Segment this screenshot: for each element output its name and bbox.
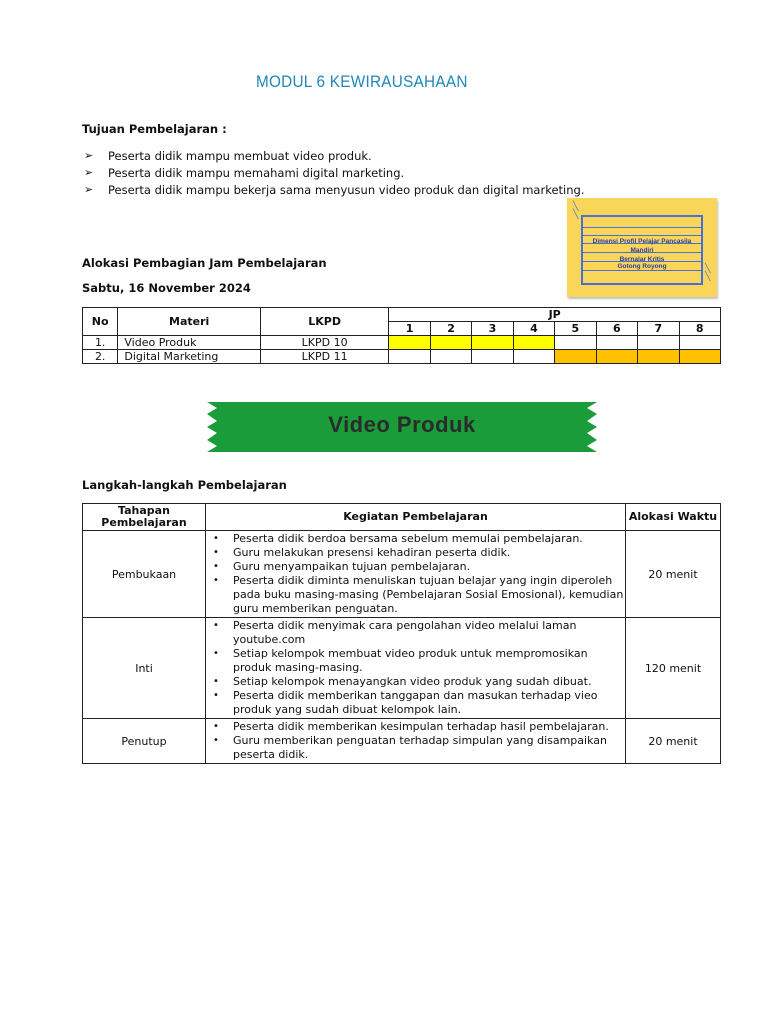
stage-cell: Pembukaan: [83, 531, 206, 618]
stage-cell: Inti: [83, 618, 206, 719]
jp-number-header: 6: [596, 322, 637, 336]
jp-cell: [389, 336, 430, 350]
list-item: • Setiap kelompok menayangkan video produk yang sudah dibuat.: [233, 675, 624, 689]
jp-cell: [430, 350, 471, 364]
jp-cell: [472, 336, 513, 350]
table-row: [83, 719, 721, 764]
steps-table: [82, 503, 721, 764]
table-header: LKPD: [260, 308, 388, 336]
steps-heading: Langkah-langkah Pembelajaran: [82, 478, 287, 492]
jp-cell: [555, 336, 596, 350]
table-row: 1. Video Produk LKPD 10: [83, 336, 721, 350]
jp-cell: [638, 350, 679, 364]
video-produk-banner: [207, 402, 597, 452]
objectives-list: [84, 147, 584, 198]
table-row: [83, 531, 721, 618]
table-header: Tahapan Pembelajaran: [83, 504, 206, 531]
jp-cell: [596, 336, 637, 350]
list-item: • Peserta didik memberikan tanggapan dan masukan terhadap vieo produk yang sudah dibuat kelompok lain.: [233, 689, 624, 717]
jp-cell: [389, 350, 430, 364]
table-row: [83, 618, 721, 719]
list-item: • Guru menyampaikan tujuan pembelajaran.: [233, 560, 624, 574]
jp-number-header: 3: [472, 322, 513, 336]
list-item: ➢ Peserta didik mampu membuat video produk.: [84, 148, 372, 163]
list-item: • Peserta didik diminta menuliskan tujuan belajar yang ingin diperoleh pada buku masing-masing (Pembelajaran Sosial Emosional), kemudian guru memberikan penguatan.: [233, 574, 624, 616]
jp-cell: [596, 350, 637, 364]
jp-cell: [679, 336, 720, 350]
list-item: • Peserta didik berdoa bersama sebelum memulai pembelajaran.: [233, 532, 624, 546]
note-line: Bernalar Kritis: [619, 256, 665, 263]
arrow-bullet-icon: ➢: [84, 166, 94, 179]
jp-cell: [679, 350, 720, 364]
table-row: 2. Digital Marketing LKPD 11: [83, 350, 721, 364]
page-title: MODUL 6 KEWIRAUSAHAAN: [255, 72, 468, 91]
note-frame: [581, 215, 703, 285]
arrow-bullet-icon: ➢: [84, 183, 94, 196]
table-header: No: [83, 308, 118, 336]
pancasila-profile-note: ╲ ╲ ╲ ╲ Dimensi Profil Pelajar Pancasila Mandiri Bernalar Kritis Gotong Royong: [567, 198, 717, 297]
jp-number-header: 8: [679, 322, 720, 336]
list-item: • Guru melakukan presensi kehadiran peserta didik.: [233, 546, 624, 560]
list-item: ➢ Peserta didik mampu memahami digital marketing.: [84, 165, 405, 180]
time-cell: 20 menit: [626, 719, 721, 764]
jp-cell: [555, 350, 596, 364]
jp-number-header: 1: [389, 322, 430, 336]
banner-title: Video Produk: [328, 412, 476, 437]
time-cell: 20 menit: [626, 531, 721, 618]
jp-cell: [638, 336, 679, 350]
jp-number-header: 5: [555, 322, 596, 336]
list-item: • Setiap kelompok membuat video produk untuk mempromosikan produk masing-masing.: [233, 647, 624, 675]
jp-cell: [430, 336, 471, 350]
stage-cell: Penutup: [83, 719, 206, 764]
jp-cell: [513, 336, 554, 350]
table-header: JP: [389, 308, 721, 322]
jp-number-header: 2: [430, 322, 471, 336]
note-line: Gotong Royong: [617, 263, 667, 270]
note-line: Mandiri: [630, 247, 654, 254]
jp-cell: [513, 350, 554, 364]
table-header: Materi: [118, 308, 261, 336]
list-item: ➢ Peserta didik mampu bekerja sama menyusun video produk dan digital marketing.: [84, 182, 585, 197]
jp-number-header: 7: [638, 322, 679, 336]
list-item: • Peserta didik memberikan kesimpulan terhadap hasil pembelajaran.: [233, 720, 624, 734]
jp-number-header: 4: [513, 322, 554, 336]
objectives-heading: Tujuan Pembelajaran :: [82, 122, 227, 136]
date-label: Sabtu, 16 November 2024: [82, 281, 251, 295]
jp-cell: [472, 350, 513, 364]
list-item: • Peserta didik menyimak cara pengolahan video melalui laman youtube.com: [233, 619, 624, 647]
jp-table: [82, 307, 721, 364]
table-header: Kegiatan Pembelajaran: [206, 504, 626, 531]
allocation-heading: Alokasi Pembagian Jam Pembelajaran: [82, 256, 327, 270]
time-cell: 120 menit: [626, 618, 721, 719]
arrow-bullet-icon: ➢: [84, 149, 94, 162]
table-header: Alokasi Waktu: [626, 504, 721, 531]
note-line: Dimensi Profil Pelajar Pancasila: [592, 238, 692, 245]
list-item: • Guru memberikan penguatan terhadap simpulan yang disampaikan peserta didik.: [233, 734, 624, 762]
